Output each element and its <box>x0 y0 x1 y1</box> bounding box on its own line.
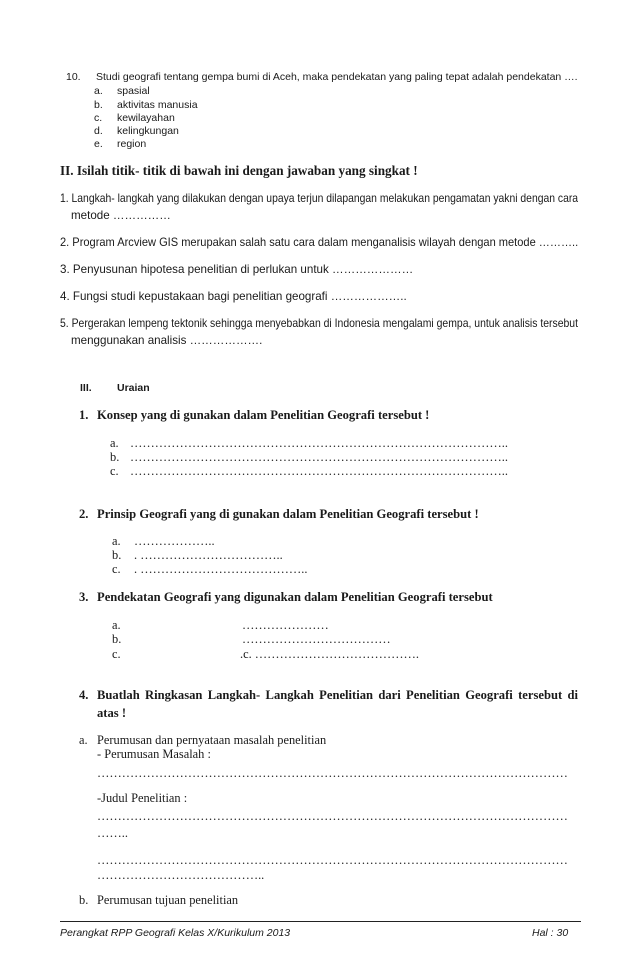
answer-dots: ……………………………… <box>242 632 391 646</box>
q10-option-text: kewilayahan <box>117 112 175 124</box>
answer-letter: b. <box>112 632 122 646</box>
q10-option-text: region <box>117 138 147 150</box>
answer-dots: ……………………………………………………………………………….. <box>130 450 508 464</box>
footer-page-number: Hal : 30 <box>532 927 569 939</box>
footer-divider <box>60 921 581 922</box>
answer-letter: b. <box>112 548 122 562</box>
part-a-sub1: - Perumusan Masalah : <box>97 747 211 761</box>
essay-q2-text: Prinsip Geografi yang di gunakan dalam Penelitian Geografi tersebut ! <box>97 507 479 521</box>
answer-letter: c. <box>110 464 119 478</box>
part-a-title: Perumusan dan pernyataan masalah penelitian <box>97 733 327 747</box>
short-answer-item: 4. Fungsi studi kepustakaan bagi penelitian geografi ……………….. <box>60 290 407 303</box>
part-b-title: Perumusan tujuan penelitian <box>97 893 239 907</box>
q10-number: 10. <box>66 71 81 83</box>
short-answer-item: 1. Langkah- langkah yang dilakukan dengan upaya terjun dilapangan melakukan pengamatan yakni dengan cara <box>60 192 579 205</box>
answer-dots-line: ………………………………….. <box>97 868 265 882</box>
short-answer-item: 5. Pergerakan lempeng tektonik sehingga menyebabkan di Indonesia mengalami gempa, untuk analisis tersebut <box>60 317 578 330</box>
answer-dots-line: …………………………………………………………………………………………………… <box>97 809 568 823</box>
short-answer-item-cont: menggunakan analisis ………………. <box>71 334 263 347</box>
q10-option-text: kelingkungan <box>117 125 179 137</box>
essay-q1-number: 1. <box>79 408 89 422</box>
answer-dots-line: …………………………………………………………………………………………………… <box>97 766 568 780</box>
answer-dots: ……………….. <box>134 534 215 548</box>
q10-option-text: spasial <box>117 85 150 97</box>
short-answer-item-cont: metode …………… <box>71 209 171 222</box>
part-b-letter: b. <box>79 893 89 907</box>
essay-q4-number: 4. <box>79 688 89 702</box>
part-a-sub2: -Judul Penelitian : <box>97 791 188 805</box>
essay-q3-number: 3. <box>79 590 89 604</box>
section-3-number: III. <box>80 382 92 394</box>
q10-option-letter: d. <box>94 125 103 137</box>
answer-letter: a. <box>110 436 119 450</box>
answer-letter: a. <box>112 618 121 632</box>
answer-dots: ……………………………………………………………………………….. <box>130 436 508 450</box>
section-3-title: Uraian <box>117 382 150 394</box>
part-a-letter: a. <box>79 733 88 747</box>
footer-left: Perangkat RPP Geografi Kelas X/Kurikulum 2013 <box>60 927 291 939</box>
q10-option-text: aktivitas manusia <box>117 99 198 111</box>
answer-letter: c. <box>112 647 121 661</box>
essay-q4-text-line2: atas ! <box>97 706 127 720</box>
answer-letter: a. <box>112 534 121 548</box>
essay-q3-text: Pendekatan Geografi yang digunakan dalam Penelitian Geografi tersebut <box>97 590 493 604</box>
q10-option-letter: a. <box>94 85 103 97</box>
essay-q1-text: Konsep yang di gunakan dalam Penelitian Geografi tersebut ! <box>97 408 430 422</box>
q10-option-letter: b. <box>94 99 103 111</box>
answer-letter: c. <box>112 562 121 576</box>
answer-dots: .c. …………………………………. <box>240 647 419 661</box>
essay-q4-text-line1: Buatlah Ringkasan Langkah- Langkah Penelitian dari Penelitian Geografi tersebut di <box>97 688 578 702</box>
answer-dots: ……………………………………………………………………………….. <box>130 464 508 478</box>
essay-q2-number: 2. <box>79 507 89 521</box>
answer-dots-line: …………………………………………………………………………………………………… <box>97 853 568 867</box>
q10-option-letter: e. <box>94 138 103 150</box>
answer-dots: . ………………………………….. <box>134 562 308 576</box>
short-answer-item: 2. Program Arcview GIS merupakan salah satu cara dalam menganalisis wilayah dengan metode ……….. <box>60 236 579 249</box>
short-answer-item: 3. Penyusunan hipotesa penelitian di perlukan untuk ………………… <box>60 263 414 276</box>
answer-dots: . …………………………….. <box>134 548 283 562</box>
answer-dots-line: …….. <box>97 826 128 840</box>
q10-option-letter: c. <box>94 112 103 124</box>
q10-text: Studi geografi tentang gempa bumi di Aceh, maka pendekatan yang paling tepat adalah pendekatan …. <box>96 71 578 83</box>
answer-letter: b. <box>110 450 120 464</box>
answer-dots: ………………… <box>242 618 329 632</box>
section-2-heading: II. Isilah titik- titik di bawah ini dengan jawaban yang singkat ! <box>60 163 418 178</box>
